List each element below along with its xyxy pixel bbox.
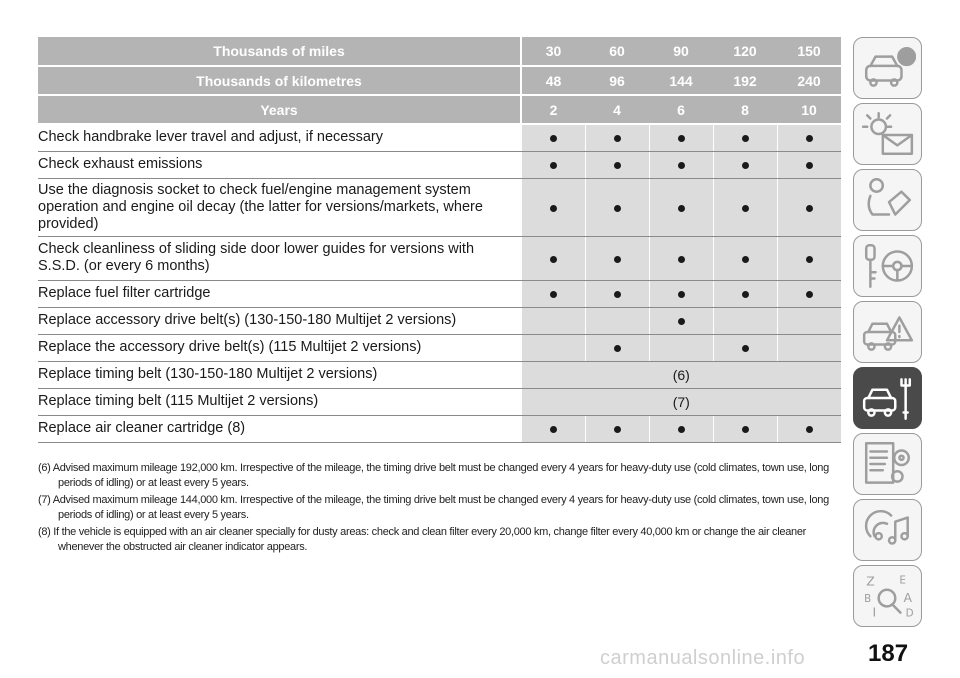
schedule-header <box>38 37 841 124</box>
scheduled-dot-icon <box>550 426 557 433</box>
car-info-icon <box>860 43 916 93</box>
schedule-body <box>38 124 841 442</box>
chapter-tab[interactable] <box>853 169 922 231</box>
footnotes <box>38 461 841 557</box>
interval-cell <box>777 280 841 307</box>
scheduled-dot-icon <box>678 162 685 169</box>
svg-text:D: D <box>905 607 914 620</box>
footnote: (6) Advised maximum mileage 192,000 km. Irrespective of the mileage, the timing drive belt must be changed every 4 years for heavy-duty use (cold climates, town use, long periods of idling) or at least every 5 years. <box>38 462 829 489</box>
interval-cell <box>585 236 649 280</box>
scheduled-dot-icon <box>614 291 621 298</box>
operation-text: Replace the accessory drive belt(s) (115 Multijet 2 versions) <box>38 334 521 361</box>
chapter-tab[interactable] <box>853 235 922 297</box>
scheduled-dot-icon <box>806 426 813 433</box>
header-interval-value: 60 <box>585 37 649 66</box>
interval-cell <box>777 151 841 178</box>
scheduled-dot-icon <box>614 345 621 352</box>
scheduled-dot-icon <box>614 135 621 142</box>
header-interval-value: 144 <box>649 66 713 95</box>
scheduled-dot-icon <box>742 426 749 433</box>
operation-text: Replace air cleaner cartridge (8) <box>38 415 521 442</box>
car-wrench-icon <box>860 373 916 423</box>
scheduled-dot-icon <box>550 135 557 142</box>
footnote: (7) Advised maximum mileage 144,000 km. Irrespective of the mileage, the timing drive belt must be changed every 4 years for heavy-duty use (cold climates, town use, long periods of idling) or at least every 5 years. <box>38 494 829 521</box>
seat-airbag-icon <box>860 175 916 225</box>
scheduled-dot-icon <box>742 135 749 142</box>
scheduled-dot-icon <box>806 291 813 298</box>
header-interval-value: 150 <box>777 37 841 66</box>
schedule-row <box>38 124 841 151</box>
chapter-tab[interactable] <box>853 433 922 495</box>
interval-cell <box>521 124 585 151</box>
interval-cell <box>521 236 585 280</box>
interval-cell <box>649 415 713 442</box>
interval-cell <box>713 151 777 178</box>
chapter-tab[interactable] <box>853 103 922 165</box>
scheduled-dot-icon <box>614 162 621 169</box>
header-interval-value: 4 <box>585 95 649 124</box>
interval-cell <box>521 334 585 361</box>
warning-light-envelope-icon <box>860 109 916 159</box>
schedule-row <box>38 280 841 307</box>
key-steering-wheel-icon <box>860 241 916 291</box>
index-search-icon <box>860 571 916 621</box>
operation-text: Check exhaust emissions <box>38 151 521 178</box>
chapter-tab[interactable] <box>853 565 922 627</box>
interval-cell <box>713 307 777 334</box>
header-row <box>38 95 841 124</box>
interval-cell <box>521 151 585 178</box>
header-interval-value: 8 <box>713 95 777 124</box>
interval-cell <box>777 334 841 361</box>
scheduled-dot-icon <box>742 162 749 169</box>
svg-text:Z: Z <box>865 573 875 589</box>
interval-cell <box>521 415 585 442</box>
header-interval-value: 30 <box>521 37 585 66</box>
scheduled-dot-icon <box>806 205 813 212</box>
operation-text: Replace fuel filter cartridge <box>38 280 521 307</box>
chapter-tab[interactable] <box>853 499 922 561</box>
svg-text:I: I <box>871 604 876 620</box>
scheduled-dot-icon <box>550 162 557 169</box>
maintenance-schedule-table <box>38 37 841 443</box>
header-interval-value: 48 <box>521 66 585 95</box>
schedule-row <box>38 307 841 334</box>
footnote: (8) If the vehicle is equipped with an air cleaner specially for dusty areas: check and clean filter every 20,000 km, change filter every 40,000 km or change the air cleaner whenever the obstructed air cleaner indicator appears. <box>38 526 807 553</box>
scheduled-dot-icon <box>550 291 557 298</box>
interval-cell <box>713 124 777 151</box>
header-interval-value: 90 <box>649 37 713 66</box>
scheduled-dot-icon <box>742 345 749 352</box>
specs-gears-icon <box>860 439 916 489</box>
interval-cell <box>649 280 713 307</box>
interval-note: (7) <box>521 388 841 415</box>
scheduled-dot-icon <box>550 256 557 263</box>
interval-cell <box>649 334 713 361</box>
svg-text:A: A <box>903 590 912 606</box>
interval-cell <box>649 307 713 334</box>
interval-cell <box>713 280 777 307</box>
multimedia-icon <box>860 505 916 555</box>
interval-cell <box>649 151 713 178</box>
interval-cell <box>585 334 649 361</box>
schedule-row <box>38 388 841 415</box>
interval-cell <box>713 236 777 280</box>
interval-cell <box>521 280 585 307</box>
interval-cell <box>777 307 841 334</box>
header-label: Thousands of kilometres <box>38 66 521 95</box>
operation-text: Check cleanliness of sliding side door lower guides for versions with S.S.D. (or every 6 months) <box>38 236 521 280</box>
schedule-row <box>38 415 841 442</box>
car-crash-warning-icon <box>860 307 916 357</box>
scheduled-dot-icon <box>678 135 685 142</box>
scheduled-dot-icon <box>806 135 813 142</box>
schedule-row <box>38 151 841 178</box>
chapter-tab[interactable] <box>853 367 922 429</box>
header-row <box>38 66 841 95</box>
page-number: 187 <box>868 640 909 667</box>
scheduled-dot-icon <box>742 256 749 263</box>
header-interval-value: 240 <box>777 66 841 95</box>
header-interval-value: 10 <box>777 95 841 124</box>
interval-cell <box>585 280 649 307</box>
interval-cell <box>521 307 585 334</box>
interval-cell <box>649 124 713 151</box>
chapter-tabs <box>853 37 924 631</box>
scheduled-dot-icon <box>614 256 621 263</box>
header-interval-value: 2 <box>521 95 585 124</box>
operation-text: Use the diagnosis socket to check fuel/engine management system operation and engine oil decay (the latter for versions/markets, where provided) <box>38 178 521 236</box>
scheduled-dot-icon <box>678 256 685 263</box>
scheduled-dot-icon <box>806 256 813 263</box>
header-label: Years <box>38 95 521 124</box>
interval-cell <box>585 178 649 236</box>
header-interval-value: 120 <box>713 37 777 66</box>
scheduled-dot-icon <box>550 205 557 212</box>
interval-cell <box>521 178 585 236</box>
scheduled-dot-icon <box>678 318 685 325</box>
header-interval-value: 6 <box>649 95 713 124</box>
interval-cell <box>713 415 777 442</box>
scheduled-dot-icon <box>806 162 813 169</box>
scheduled-dot-icon <box>678 205 685 212</box>
interval-cell <box>777 178 841 236</box>
scheduled-dot-icon <box>678 291 685 298</box>
interval-cell <box>585 151 649 178</box>
interval-cell <box>713 178 777 236</box>
svg-text:i: i <box>904 49 909 64</box>
interval-cell <box>777 415 841 442</box>
operation-text: Replace timing belt (130-150-180 Multijet 2 versions) <box>38 361 521 388</box>
scheduled-dot-icon <box>614 426 621 433</box>
operation-text: Replace accessory drive belt(s) (130-150-180 Multijet 2 versions) <box>38 307 521 334</box>
interval-cell <box>585 415 649 442</box>
header-row <box>38 37 841 66</box>
interval-cell <box>585 124 649 151</box>
operation-text: Replace timing belt (115 Multijet 2 versions) <box>38 388 521 415</box>
operation-text: Check handbrake lever travel and adjust, if necessary <box>38 124 521 151</box>
chapter-tab[interactable] <box>853 37 922 99</box>
svg-text:B: B <box>863 593 871 606</box>
interval-note: (6) <box>521 361 841 388</box>
header-interval-value: 96 <box>585 66 649 95</box>
scheduled-dot-icon <box>742 291 749 298</box>
chapter-tab[interactable] <box>853 301 922 363</box>
schedule-row <box>38 361 841 388</box>
svg-text:E: E <box>898 574 906 587</box>
scheduled-dot-icon <box>614 205 621 212</box>
header-interval-value: 192 <box>713 66 777 95</box>
interval-cell <box>585 307 649 334</box>
header-label: Thousands of miles <box>38 37 521 66</box>
interval-cell <box>649 236 713 280</box>
scheduled-dot-icon <box>678 426 685 433</box>
schedule-row <box>38 236 841 280</box>
schedule-row <box>38 178 841 236</box>
scheduled-dot-icon <box>742 205 749 212</box>
interval-cell <box>777 124 841 151</box>
interval-cell <box>777 236 841 280</box>
interval-cell <box>649 178 713 236</box>
schedule-row <box>38 334 841 361</box>
interval-cell <box>713 334 777 361</box>
watermark: carmanualsonline.info <box>600 647 806 669</box>
